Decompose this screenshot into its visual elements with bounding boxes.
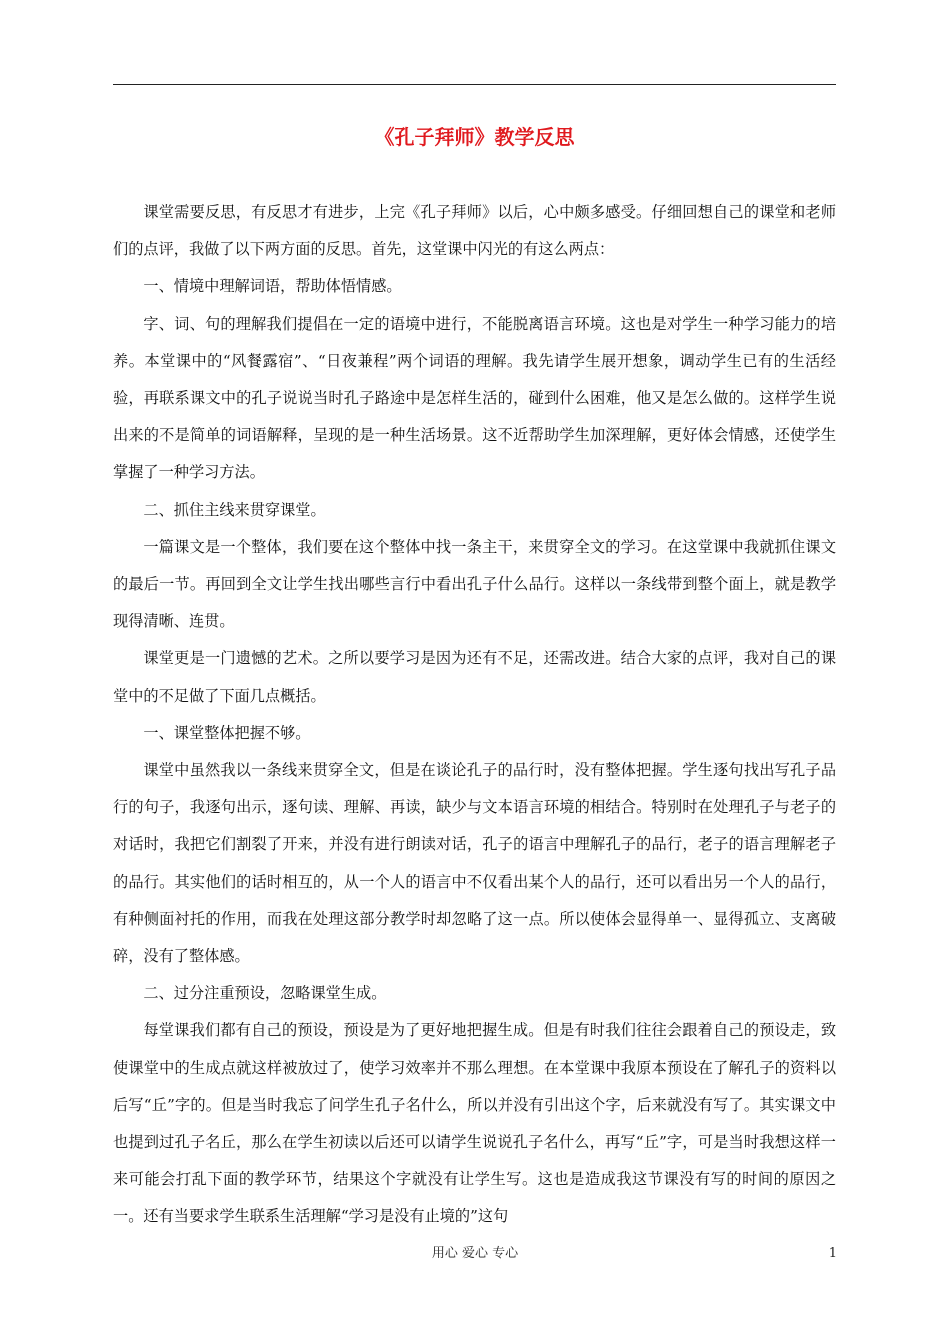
section-heading: 二、过分注重预设，忽略课堂生成。 [143,984,387,1003]
document-title: 《孔子拜师》教学反思 [374,125,575,149]
body-paragraph: 字、词、句的理解我们提倡在一定的语境中进行，不能脱离语言环境。这也是对学生一种学习能力的培养。本堂课中的“风餐露宿”、“日夜兼程”两个词语的理解。我先请学生展开想象，调动学生已有的生活经验，再联系课文中的孔子说说当时孔子路途中是怎样生活的，碰到什么困难，他又是怎么做的。这样学生说出来的不是简单的词语解释，呈现的是一种生活场景。这不近帮助学生加深理解，更好体会情感，还使学生掌握了一种学习方法。 [113,314,836,482]
document-body [113,194,836,1226]
body-paragraph: 课堂更是一门遗憾的艺术。之所以要学习是因为还有不足，还需改进。结合大家的点评，我对自己的课堂中的不足做了下面几点概括。 [113,649,836,705]
body-paragraph: 一篇课文是一个整体，我们要在这个整体中找一条主干，来贯穿全文的学习。在这堂课中我就抓住课文的最后一节。再回到全文让学生找出哪些言行中看出孔子什么品行。这样以一条线带到整个面上，就是教学现得清晰、连贯。 [113,537,836,631]
body-paragraph: 课堂需要反思，有反思才有进步，上完《孔子拜师》以后，心中颇多感受。仔细回想自己的课堂和老师们的点评，我做了以下两方面的反思。首先，这堂课中闪光的有这么两点： [113,203,836,259]
section-heading: 一、课堂整体把握不够。 [143,723,311,742]
body-paragraph: 课堂中虽然我以一条线来贯穿全文，但是在谈论孔子的品行时，没有整体把握。学生逐句找出写孔子品行的句子，我逐句出示，逐句读、理解、再读，缺少与文本语言环境的相结合。特别时在处理孔子与老子的对话时，我把它们割裂了开来，并没有进行朗读对话，孔子的语言中理解孔子的品行，老子的语言理解老子的品行。其实他们的话时相互的，从一个人的语言中不仅看出某个人的品行，还可以看出另一个人的品行，有种侧面衬托的作用，而我在处理这部分教学时却忽略了这一点。所以使体会显得单一、显得孤立、支离破碎，没有了整体感。 [113,761,836,966]
section-heading: 二、抓住主线来贯穿课堂。 [143,500,326,519]
page-number: 1 [828,1246,837,1261]
section-heading: 一、情境中理解词语，帮助体悟情感。 [143,277,402,296]
header-rule [113,84,836,85]
footer-motto: 用心 爱心 专心 [431,1246,519,1261]
body-paragraph: 每堂课我们都有自己的预设，预设是为了更好地把握生成。但是有时我们往往会跟着自己的预设走，致使课堂中的生成点就这样被放过了，使学习效率并不那么理想。在本堂课中我原本预设在了解孔子的资料以后写“丘”字的。但是当时我忘了问学生孔子名什么，所以并没有引出这个字，后来就没有写了。其实课文中也提到过孔子名丘，那么在学生初读以后还可以请学生说说孔子名什么，再写“丘”字，可是当时我想这样一来可能会打乱下面的教学环节，结果这个字就没有让学生写。这也是造成我这节课没有写的时间的原因之一。还有当要求学生联系生活理解“学习是没有止境的”这句 [113,1021,836,1226]
